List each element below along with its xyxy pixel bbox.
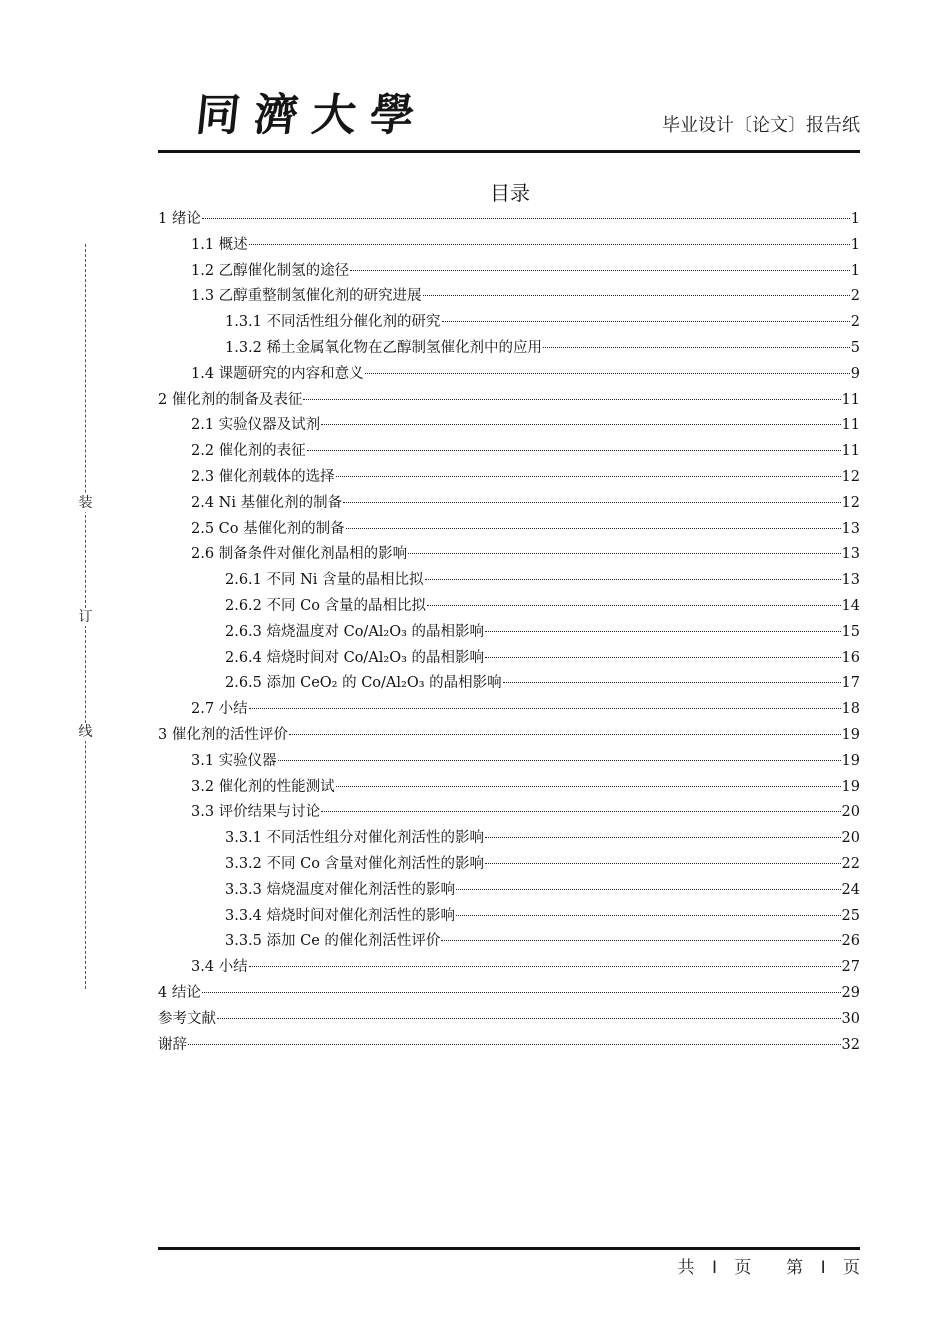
toc-entry-title: 3.3.1 不同活性组分对催化剂活性的影响 <box>225 830 485 847</box>
toc-entry[interactable] <box>158 542 860 568</box>
toc-entry-page: 14 <box>841 597 860 614</box>
toc-leader-dots <box>307 450 841 451</box>
toc-entry[interactable] <box>158 594 860 620</box>
toc-entry-page: 32 <box>841 1036 860 1053</box>
toc-leader-dots <box>217 1018 841 1019</box>
header-rule <box>158 150 860 153</box>
toc-entry-title: 3.2 催化剂的性能测试 <box>191 778 335 795</box>
toc-leader-dots <box>321 424 840 425</box>
page-footer <box>666 1253 860 1278</box>
toc-entry[interactable] <box>158 775 860 801</box>
toc-entry[interactable] <box>158 259 860 285</box>
toc-entry[interactable] <box>158 878 860 904</box>
toc-entry-page: 19 <box>841 752 860 769</box>
toc-entry-title: 3.3.2 不同 Co 含量对催化剂活性的影响 <box>225 855 485 872</box>
toc-leader-dots <box>365 373 850 374</box>
toc-entry-page: 12 <box>841 468 860 485</box>
toc-leader-dots <box>249 244 850 245</box>
toc-entry-page: 2 <box>850 314 860 331</box>
binding-char-xian: 线 <box>78 724 93 740</box>
toc-entry-title: 2 催化剂的制备及表征 <box>158 391 303 408</box>
toc-leader-dots <box>249 708 841 709</box>
toc-leader-dots <box>350 270 850 271</box>
toc-entry[interactable] <box>158 568 860 594</box>
toc-leader-dots <box>202 992 841 993</box>
toc-entry[interactable] <box>158 362 860 388</box>
toc-entry[interactable] <box>158 465 860 491</box>
toc-entry[interactable] <box>158 852 860 878</box>
toc-entry-title: 3.3.5 添加 Ce 的催化剂活性评价 <box>225 933 441 950</box>
toc-entry-page: 18 <box>841 701 860 718</box>
toc-entry[interactable] <box>158 439 860 465</box>
toc-entry-title: 1 绪论 <box>158 211 201 227</box>
toc-entry-title: 4 结论 <box>158 984 201 1001</box>
toc-leader-dots <box>456 915 841 916</box>
toc-entry-title: 2.2 催化剂的表征 <box>191 443 306 460</box>
footer-current-page: I <box>820 1258 826 1278</box>
toc-entry[interactable] <box>158 517 860 543</box>
toc-entry-page: 13 <box>841 546 860 563</box>
toc-leader-dots <box>336 786 841 787</box>
toc-entry-page: 1 <box>850 211 860 227</box>
toc-entry-title: 3 催化剂的活性评价 <box>158 726 288 743</box>
toc-entry[interactable] <box>158 749 860 775</box>
toc-entry-page: 30 <box>841 1010 860 1027</box>
toc-leader-dots <box>503 682 841 683</box>
toc-leader-dots <box>423 295 850 296</box>
toc-entry[interactable] <box>158 671 860 697</box>
toc-entry[interactable] <box>158 388 860 414</box>
university-logo: 同濟大學 <box>193 90 431 141</box>
toc-entry-page: 13 <box>841 520 860 537</box>
toc-entry-page: 11 <box>841 417 860 434</box>
toc-leader-dots <box>485 657 840 658</box>
toc-entry[interactable] <box>158 233 860 259</box>
toc-entry[interactable] <box>158 955 860 981</box>
toc-entry-page: 26 <box>841 933 860 950</box>
toc-entry[interactable] <box>158 284 860 310</box>
toc-entry-page: 20 <box>841 804 860 821</box>
toc-entry[interactable] <box>158 981 860 1007</box>
toc-entry-title: 2.6.1 不同 Ni 含量的晶相比拟 <box>225 572 424 589</box>
toc-entry-title: 谢辞 <box>158 1036 187 1053</box>
toc-entry-title: 3.3 评价结果与讨论 <box>191 804 321 821</box>
toc-leader-dots <box>427 605 841 606</box>
toc-entry-title: 2.6 制备条件对催化剂晶相的影响 <box>191 546 408 563</box>
toc-entry[interactable] <box>158 1033 860 1059</box>
toc-entry-title: 1.3.2 稀土金属氧化物在乙醇制氢催化剂中的应用 <box>225 339 543 356</box>
toc-entry[interactable] <box>158 646 860 672</box>
toc-entry-title: 1.2 乙醇催化制氢的途径 <box>191 262 350 279</box>
toc-entry-title: 2.6.5 添加 CeO₂ 的 Co/Al₂O₃ 的晶相影响 <box>225 675 502 692</box>
toc-leader-dots <box>249 966 841 967</box>
toc-leader-dots <box>188 1044 841 1045</box>
toc-entry-title: 3.4 小结 <box>191 959 248 976</box>
toc-leader-dots <box>442 321 850 322</box>
toc-entry-title: 3.3.4 焙烧时间对催化剂活性的影响 <box>225 907 456 924</box>
toc-leader-dots <box>425 579 841 580</box>
toc-entry[interactable] <box>158 207 860 233</box>
toc-entry-page: 12 <box>841 494 860 511</box>
toc-entry-page: 20 <box>841 830 860 847</box>
toc-entry-page: 25 <box>841 907 860 924</box>
toc-entry-title: 2.6.3 焙烧温度对 Co/Al₂O₃ 的晶相影响 <box>225 623 485 640</box>
toc-entry-title: 参考文献 <box>158 1010 216 1027</box>
toc-entry-title: 2.5 Co 基催化剂的制备 <box>191 520 345 537</box>
toc-leader-dots <box>343 502 840 503</box>
toc-entry-title: 2.4 Ni 基催化剂的制备 <box>191 494 343 511</box>
toc-entry-page: 27 <box>841 959 860 976</box>
toc-leader-dots <box>202 218 850 219</box>
toc-entry-page: 1 <box>850 236 860 253</box>
toc-title: 目录 <box>490 181 530 205</box>
footer-current-label: 第 <box>786 1258 804 1278</box>
toc-entry-page: 19 <box>841 778 860 795</box>
toc-entry[interactable] <box>158 723 860 749</box>
toc-entry-page: 1 <box>850 262 860 279</box>
toc-leader-dots <box>441 940 840 941</box>
toc-entry-title: 2.7 小结 <box>191 701 248 718</box>
toc-entry-page: 24 <box>841 881 860 898</box>
toc-entry-title: 2.3 催化剂载体的选择 <box>191 468 335 485</box>
footer-total-label: 共 <box>677 1258 695 1278</box>
toc-entry[interactable] <box>158 929 860 955</box>
toc-entry-title: 3.1 实验仪器 <box>191 752 277 769</box>
toc-leader-dots <box>303 399 840 400</box>
toc-entry[interactable] <box>158 336 860 362</box>
toc-entry-page: 17 <box>841 675 860 692</box>
toc-leader-dots <box>346 528 841 529</box>
toc-entry[interactable] <box>158 826 860 852</box>
toc-entry-title: 2.6.2 不同 Co 含量的晶相比拟 <box>225 597 427 614</box>
toc-leader-dots <box>543 347 850 348</box>
footer-total-pages: I <box>711 1258 717 1278</box>
footer-page-unit: 页 <box>843 1258 860 1278</box>
toc-leader-dots <box>321 811 840 812</box>
toc-leader-dots <box>408 553 840 554</box>
footer-page-unit: 页 <box>734 1258 752 1278</box>
toc-entry[interactable] <box>158 904 860 930</box>
toc-entry-title: 2.6.4 焙烧时间对 Co/Al₂O₃ 的晶相影响 <box>225 649 485 666</box>
footer-rule <box>158 1247 860 1250</box>
toc-leader-dots <box>278 760 841 761</box>
binding-char-ding: 订 <box>78 609 93 625</box>
toc-entry-page: 2 <box>850 288 860 305</box>
toc-entry-title: 1.3.1 不同活性组分催化剂的研究 <box>225 314 441 331</box>
toc-entry[interactable] <box>158 800 860 826</box>
table-of-contents <box>158 207 860 1058</box>
toc-entry-page: 22 <box>841 855 860 872</box>
toc-entry-page: 11 <box>841 391 860 408</box>
toc-entry-page: 19 <box>841 726 860 743</box>
toc-leader-dots <box>336 476 841 477</box>
binding-char-zhuang: 装 <box>78 495 93 511</box>
toc-entry-page: 13 <box>841 572 860 589</box>
toc-entry-page: 15 <box>841 623 860 640</box>
toc-entry-title: 3.3.3 焙烧温度对催化剂活性的影响 <box>225 881 456 898</box>
toc-entry-page: 16 <box>841 649 860 666</box>
toc-entry-title: 2.1 实验仪器及试剂 <box>191 417 321 434</box>
toc-leader-dots <box>289 734 841 735</box>
toc-entry-title: 1.3 乙醇重整制氢催化剂的研究进展 <box>191 288 422 305</box>
report-paper-title: 毕业设计〔论文〕报告纸 <box>662 115 860 136</box>
toc-entry[interactable] <box>158 697 860 723</box>
toc-leader-dots <box>485 631 840 632</box>
toc-entry-page: 9 <box>850 365 860 382</box>
toc-leader-dots <box>456 889 841 890</box>
toc-entry-page: 11 <box>841 443 860 460</box>
toc-entry[interactable] <box>158 491 860 517</box>
toc-entry-page: 29 <box>841 984 860 1001</box>
toc-leader-dots <box>485 863 841 864</box>
toc-entry-title: 1.1 概述 <box>191 236 248 253</box>
toc-entry[interactable] <box>158 413 860 439</box>
toc-entry-title: 1.4 课题研究的内容和意义 <box>191 365 364 382</box>
toc-leader-dots <box>485 837 841 838</box>
toc-entry[interactable] <box>158 1007 860 1033</box>
toc-entry[interactable] <box>158 620 860 646</box>
toc-entry[interactable] <box>158 310 860 336</box>
toc-entry-page: 5 <box>850 339 860 356</box>
